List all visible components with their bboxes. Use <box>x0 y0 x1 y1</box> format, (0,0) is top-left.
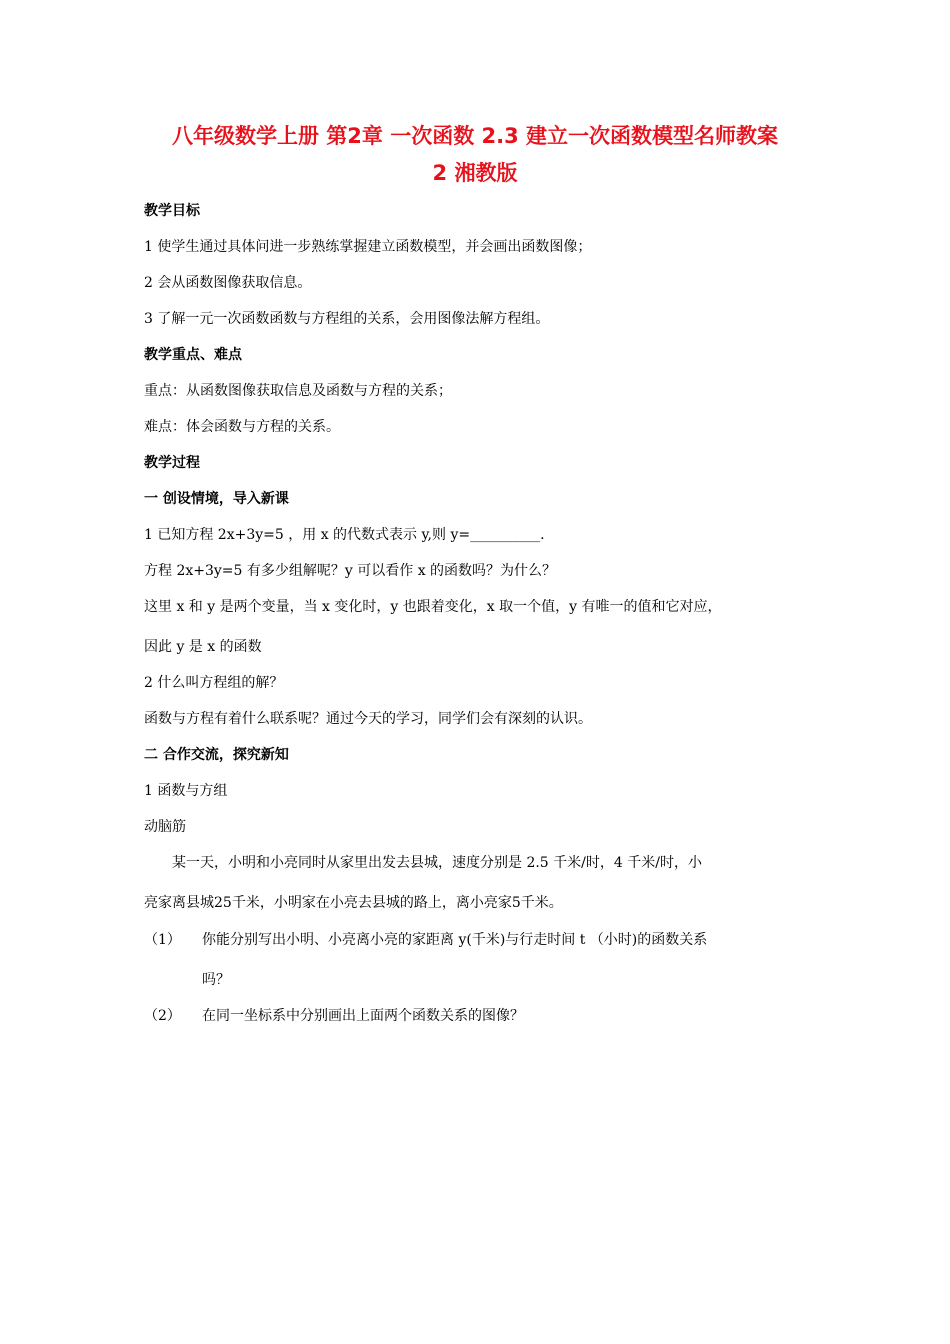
s2-paragraph-line-2: 亮家离县城25千米，小明家在小亮去县城的路上，离小亮家5千米。 <box>144 895 563 911</box>
s1-line-4: 因此 y 是 x 的函数 <box>144 639 262 655</box>
s1-line-6: 函数与方程有着什么联系呢？通过今天的学习，同学们会有深刻的认识。 <box>144 711 592 727</box>
heading-objectives: 教学目标 <box>144 203 200 219</box>
question-2-label: （2） <box>144 1008 181 1024</box>
s1-line-2: 方程 2x+3y=5 有多少组解呢？y 可以看作 x 的函数吗？为什么？ <box>144 563 557 579</box>
document-title-line-2: 2 湘教版 <box>432 161 518 185</box>
s2-paragraph-line-1: 某一天，小明和小亮同时从家里出发去县城，速度分别是 2.5 千米/时，4 千米/时，小 <box>172 855 702 871</box>
s2-line-2: 动脑筋 <box>144 819 186 835</box>
key-point: 重点：从函数图像获取信息及函数与方程的关系； <box>144 383 452 399</box>
document-title-line-1: 八年级数学上册 第2章 一次函数 2.3 建立一次函数模型名师教案 <box>171 124 779 148</box>
s1-line-5: 2 什么叫方程组的解？ <box>144 675 284 691</box>
s1-line-3: 这里 x 和 y 是两个变量，当 x 变化时，y 也跟着变化，x 取一个值，y 有唯一的值和它对应， <box>144 599 722 615</box>
objective-1: 1 使学生通过具体问进一步熟练掌握建立函数模型，并会画出函数图像； <box>144 239 592 255</box>
question-2-text: 在同一坐标系中分别画出上面两个函数关系的图像？ <box>202 1008 524 1024</box>
question-1-text-line-2: 吗？ <box>202 972 230 988</box>
difficult-point: 难点：体会函数与方程的关系。 <box>144 419 340 435</box>
question-1-label: （1） <box>144 932 181 948</box>
section-2-heading: 二 合作交流，探究新知 <box>144 747 289 763</box>
heading-key-points: 教学重点、难点 <box>144 347 242 363</box>
objective-3: 3 了解一元一次函数函数与方程组的关系，会用图像法解方程组。 <box>144 311 550 327</box>
question-1-text-line-1: 你能分别写出小明、小亮离小亮的家距离 y(千米)与行走时间 t （小时)的函数关系 <box>202 932 708 948</box>
s1-line-1: 1 已知方程 2x+3y=5 ，用 x 的代数式表示 y,则 y=__________. <box>144 527 545 543</box>
s2-line-1: 1 函数与方组 <box>144 783 228 799</box>
heading-process: 教学过程 <box>144 455 200 471</box>
objective-2: 2 会从函数图像获取信息。 <box>144 275 312 291</box>
section-1-heading: 一 创设情境，导入新课 <box>144 491 289 507</box>
